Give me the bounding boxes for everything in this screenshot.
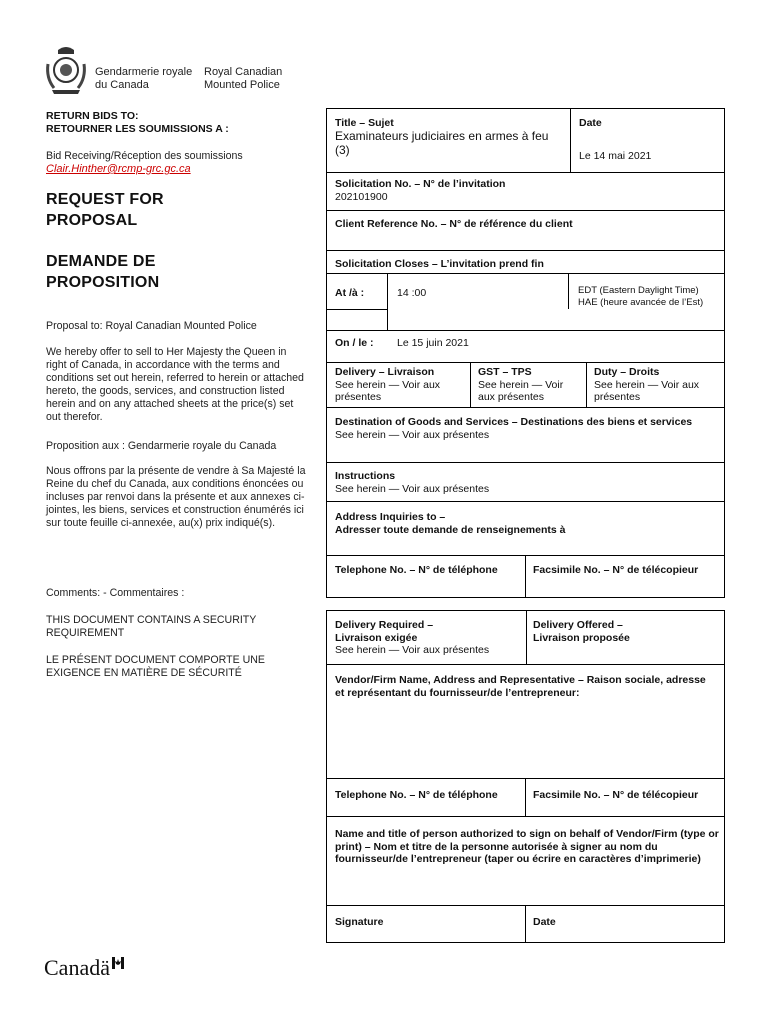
return-bids-fr: RETOURNER LES SOUMISSIONS A : (46, 123, 229, 135)
rcmp-crest (44, 44, 88, 94)
gst-cell: GST – TPS See herein — Voir aux présentes (478, 366, 564, 403)
address-cell: Address Inquiries to – Adresser toute demande de renseignements à (335, 511, 566, 536)
date-label: Date (579, 117, 602, 129)
instructions-cell: Instructions See herein — Voir aux présentes (335, 470, 490, 495)
delivery-cell: Delivery – Livraison See herein — Voir aux présentes (335, 366, 441, 403)
telephone-label: Telephone No. – N° de téléphone (335, 564, 498, 576)
flag-icon (112, 957, 124, 969)
destination-cell: Destination of Goods and Services – Destinations des biens et services See herein — Voir aux présentes (335, 416, 693, 441)
comments: Comments: - Commentaires : (46, 587, 185, 599)
vendor-telephone-label: Telephone No. – N° de téléphone (335, 789, 498, 801)
offer-en: We hereby offer to sell to Her Majesty the Queen in right of Canada, in accordance with the terms and conditions set out herein, referred to herein or attached hereto, the goods, services, and construction listed herein and on any attached sheets at the price(s) set out therefor. (46, 346, 304, 423)
vendor-label: Vendor/Firm Name, Address and Representative – Raison sociale, adresse et représentant du fournisseur/de l’entrepreneur: (335, 674, 706, 699)
rfp-title: REQUEST FOR PROPOSAL (46, 191, 164, 229)
org-name-en: Royal Canadian Mounted Police (204, 66, 283, 91)
solicitation-label: Solicitation No. – N° de l’invitation (335, 178, 506, 190)
return-bids-en: RETURN BIDS TO: (46, 110, 139, 122)
solicitation-value: 202101900 (335, 191, 388, 203)
security-en: THIS DOCUMENT CONTAINS A SECURITY REQUIREMENT (46, 614, 257, 639)
title-label: Title – Sujet (335, 117, 394, 129)
vendor-facsimile-label: Facsimile No. – N° de télécopieur (533, 789, 699, 801)
at-label: At /à : (335, 287, 365, 299)
proposition-fr: Proposition aux : Gendarmerie royale du Canada (46, 440, 277, 452)
security-fr: LE PRÉSENT DOCUMENT COMPORTE UNE EXIGENCE EN MATIÈRE DE SÉCURITÉ (46, 654, 265, 679)
at-value: 14 :00 (397, 287, 427, 299)
closes-label: Solicitation Closes – L’invitation prend fin (335, 258, 544, 270)
on-value: Le 15 juin 2021 (397, 337, 469, 349)
canada-wordmark: Canadä (44, 955, 110, 981)
org-name-fr: Gendarmerie royale du Canada (95, 66, 193, 91)
delivery-required-cell: Delivery Required – Livraison exigée See herein — Voir aux présentes (335, 619, 490, 656)
proposal-to: Proposal to: Royal Canadian Mounted Police (46, 320, 257, 332)
signature-date-label: Date (533, 916, 556, 928)
delivery-offered-cell: Delivery Offered – Livraison proposée (533, 619, 630, 644)
facsimile-label: Facsimile No. – N° de télécopieur (533, 564, 699, 576)
date-value: Le 14 mai 2021 (579, 150, 652, 162)
bid-email-link[interactable]: Clair.Hinther@rcmp-grc.gc.ca (46, 163, 191, 175)
duty-cell: Duty – Droits See herein — Voir aux présentes (594, 366, 700, 403)
timezone: EDT (Eastern Daylight Time) HAE (heure avancée de l’Est) (578, 285, 704, 308)
offer-fr: Nous offrons par la présente de vendre à Sa Majesté la Reine du chef du Canada, aux conditions énoncées ou incluses par renvoi dans la présente et aux annexes ci-jointes, les biens, services et construction énumérés ici sur toute feuille ci-annexée, au(x) prix indiqué(s). (46, 465, 306, 529)
vendor-form (326, 610, 725, 943)
authorized-person-label: Name and title of person authorized to sign on behalf of Vendor/Firm (type or print) – Nom et titre de la personne autorisée à signer au nom du fournisseur/de l’entrepreneur (taper ou écrire en caractères d’imprimerie) (335, 828, 719, 865)
title-value: Examinateurs judiciaires en armes à feu (3) (335, 129, 549, 157)
ddp-title: DEMANDE DE PROPOSITION (46, 253, 160, 291)
signature-label: Signature (335, 916, 384, 928)
client-ref-label: Client Reference No. – N° de référence du client (335, 218, 573, 230)
on-label: On / le : (335, 337, 374, 349)
solicitation-form (326, 108, 725, 598)
bid-receiving: Bid Receiving/Réception des soumissions (46, 150, 243, 162)
